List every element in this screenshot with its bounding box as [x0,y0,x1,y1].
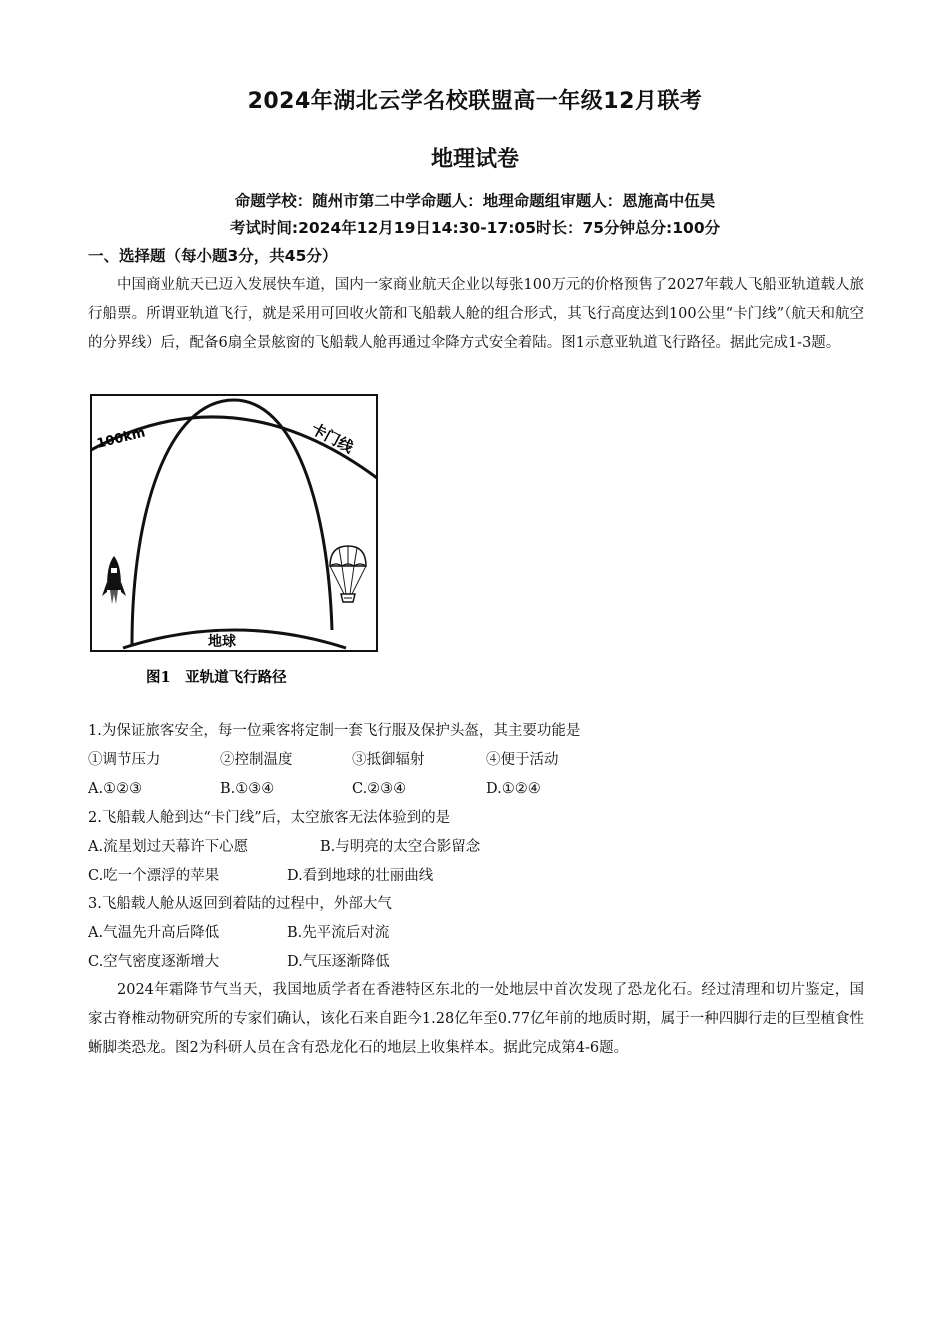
q2-option-b: B.与明亮的太空合影留念 [320,839,481,855]
question-2-stem: 2.飞船载人舱到达“卡门线”后，太空旅客无法体验到的是 [88,810,451,826]
q3-option-c: C.空气密度逐渐增大 [88,954,220,970]
setter-info: 命题学校：随州市第二中学命题人：地理命题组审题人：恩施高中伍昊 [234,192,716,210]
figure-caption: 图1 亚轨道飞行路径 [146,669,287,686]
q2-option-c: C.吃一个漂浮的苹果 [88,868,220,884]
label-karman-line: 卡门线 [308,419,357,457]
q1-item-4: ④便于活动 [486,752,559,768]
parachute-icon [330,546,366,602]
exam-info: 考试时间:2024年12月19日14:30-17:05时长：75分钟总分:100分 [229,219,721,237]
q1-option-c: C.②③④ [352,781,407,797]
label-earth: 地球 [208,634,236,650]
exam-title: 2024年湖北云学名校联盟高一年级12月联考 [247,89,703,114]
q2-option-d: D.看到地球的壮丽曲线 [287,868,434,884]
figure-1 [88,392,380,692]
q3-option-b: B.先平流后对流 [287,925,390,941]
q2-option-a: A.流星划过天幕许下心愿 [88,839,249,855]
q1-item-1: ①调节压力 [88,752,161,768]
q1-option-a: A.①②③ [88,781,143,797]
question-3-stem: 3.飞船载人舱从返回到着陆的过程中，外部大气 [88,896,392,912]
rocket-icon [102,556,126,604]
q3-option-a: A.气温先升高后降低 [88,925,220,941]
q1-option-b: B.①③④ [220,781,275,797]
passage-2: 2024年霜降节气当天，我国地质学者在香港特区东北的一处地层中首次发现了恐龙化石。经过清理和切片鉴定，国家古脊椎动物研究所的专家们确认，该化石来自距今1.28亿年至0.77亿年前的地质时期，属于一种四脚行走的巨型植食性蜥脚类恐龙。图2为科研人员在含有恐龙化石的地层上收集样本。据此完成第4-6题。 [88,982,864,1056]
subject-title: 地理试卷 [430,147,519,172]
question-1-stem: 1.为保证旅客安全，每一位乘客将定制一套飞行服及保护头盔，其主要功能是 [88,723,581,739]
label-100km: 100km [95,425,147,452]
q3-option-d: D.气压逐渐降低 [287,954,390,970]
q1-item-2: ②控制温度 [220,752,293,768]
q1-item-3: ③抵御辐射 [352,752,425,768]
q1-option-d: D.①②④ [486,781,541,797]
section-title: 一、选择题（每小题3分，共45分） [88,247,338,265]
passage-1: 中国商业航天已迈入发展快车道，国内一家商业航天企业以每张100万元的价格预售了2027年载人飞船亚轨道载人旅行船票。所谓亚轨道飞行，就是采用可回收火箭和飞船载人舱的组合形式，其飞行高度达到100公里“卡门线”（航天和航空的分界线）后，配备6扇全景舷窗的飞船载人舱再通过伞降方式安全着陆。图1示意亚轨道飞行路径。据此完成1-3题。 [88,277,864,351]
